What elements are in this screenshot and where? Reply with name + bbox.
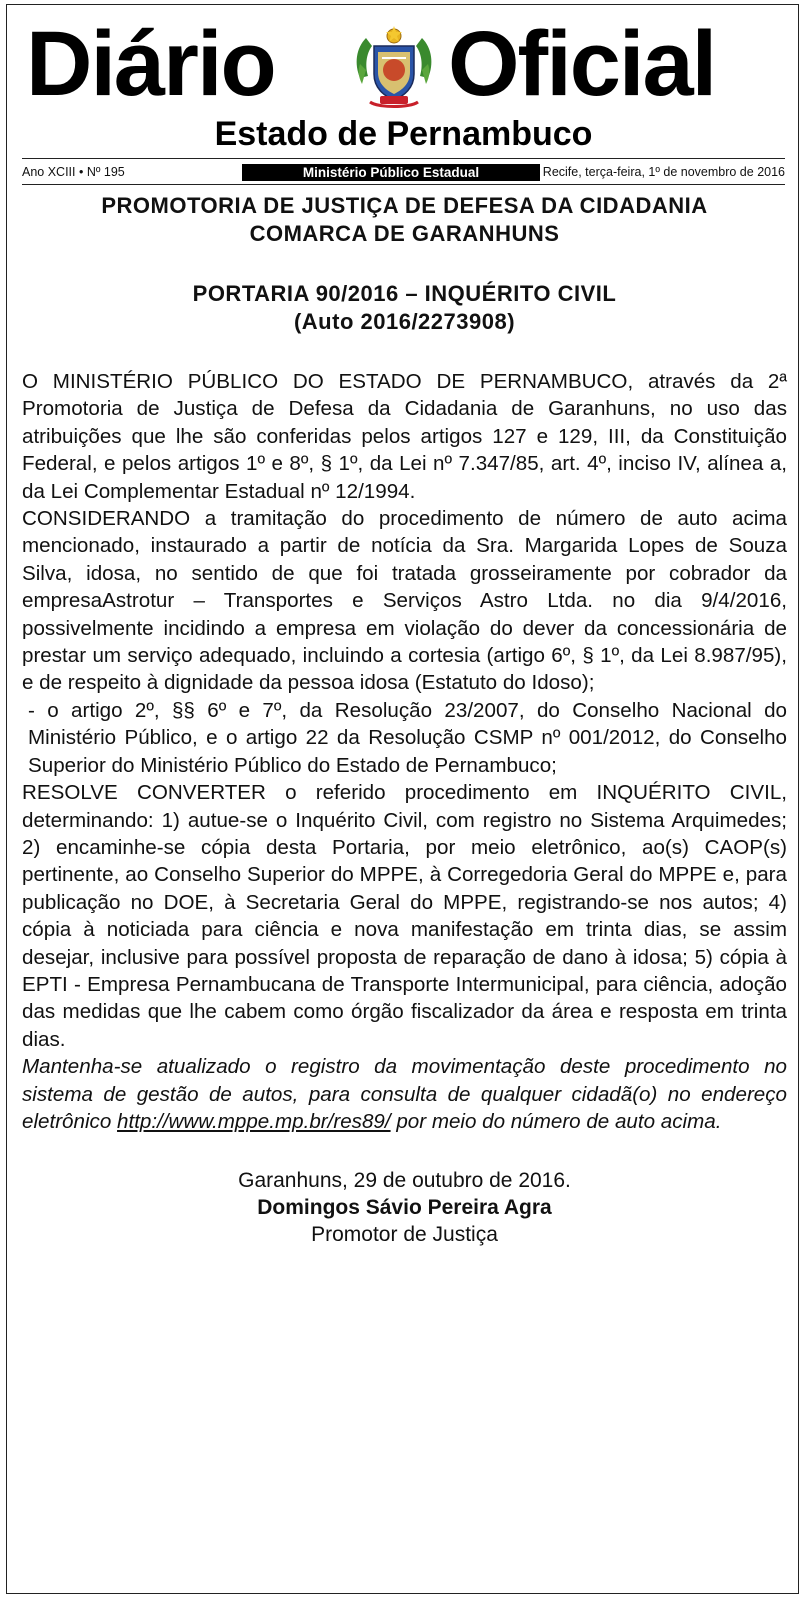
heading-office: PROMOTORIA DE JUSTIÇA DE DEFESA DA CIDADANIA (101, 193, 708, 218)
dateline: Recife, terça-feira, 1º de novembro de 2016 (542, 165, 785, 179)
mppe-res89-link[interactable]: http://www.mppe.mp.br/res89/ (117, 1109, 391, 1133)
masthead-title-right: Oficial (448, 13, 716, 115)
place-date: Garanhuns, 29 de outubro de 2016. (238, 1169, 571, 1193)
paragraph-legal-basis: - o artigo 2º, §§ 6º e 7º, da Resolução 23/2007, do Conselho Nacional do Ministério Público, e o artigo 22 da Resolução CSMP nº 001/2012, do Conselho Superior do Ministério Público do Estado de Pernambuco; (28, 698, 787, 777)
paragraph-considering: CONSIDERANDO a tramitação do procedimento de número de auto acima mencionado, instaurado a partir de notícia da Sra. Margarida Lopes de Souza Silva, idosa, no sentido de que foi tratada grosseiramente por cobrador da empresaAstrotur – Transportes e Serviços Astro Ltda. no dia 9/4/2016, possivelmente incidindo a empresa em violação do dever da concessionária de prestar um serviço adequado, incluindo a cortesia (artigo 6º, § 1º, da Lei 8.987/95), e de respeito à dignidade da pessoa idosa (Estatuto do Idoso); (22, 507, 787, 695)
masthead (0, 14, 807, 114)
document-content (22, 188, 787, 1248)
closing-text-before: Mantenha-se atualizado o registro da movimentação deste procedimento no sistema de gestão de autos, para consulta de qualquer cidadã(o) no endereço eletrônico (22, 1055, 787, 1133)
section-label: Ministério Público Estadual (242, 164, 540, 181)
issue-info-bar (22, 162, 785, 182)
paragraph-closing (22, 1053, 787, 1135)
masthead-title-left: Diário (26, 13, 275, 115)
masthead-subtitle: Estado de Pernambuco (214, 115, 593, 153)
heading-district: COMARCA DE GARANHUNS (249, 221, 560, 246)
document-body (22, 368, 787, 1135)
pernambuco-coat-of-arms-icon (352, 24, 436, 112)
heading-ordinance: PORTARIA 90/2016 – INQUÉRITO CIVIL (192, 281, 617, 306)
header-rule-bottom (22, 184, 785, 185)
signature-block (22, 1167, 787, 1248)
header-rule-top (22, 158, 785, 159)
paragraph-resolution: RESOLVE CONVERTER o referido procedimento em INQUÉRITO CIVIL, determinando: 1) autue-se o Inquérito Civil, com registro no Sistema Arquimedes; 2) encaminhe-se cópia desta Portaria, por meio eletrônico, ao(s) CAOP(s) pertinente, ao Conselho Superior do MPPE, à Corregedoria Geral do MPPE e, para publicação no DOE, à Secretaria Geral do MPPE, registrando-se nos autos; 4) cópia à noticiada para ciência e nova manifestação em trinta dias, se assim desejar, inclusive para possível proposta de reparação de dano à idosa; 5) cópia à EPTI - Empresa Pernambucana de Transporte Intermunicipal, para ciência, adoção das medidas que lhe cabem como órgão fiscalizador da área e resposta em trinta dias. (22, 781, 787, 1051)
signer-name: Domingos Sávio Pereira Agra (257, 1196, 552, 1220)
heading-case-number: (Auto 2016/2273908) (293, 309, 516, 334)
paragraph-preamble: O MINISTÉRIO PÚBLICO DO ESTADO DE PERNAMBUCO, através da 2ª Promotoria de Justiça de Defesa da Cidadania de Garanhuns, no uso das atribuições que lhe são conferidas pelos artigos 127 e 129, III, da Constituição Federal, e pelos artigos 1º e 8º, § 1º, da Lei nº 7.347/85, art. 4º, inciso IV, alínea a, da Lei Complementar Estadual nº 12/1994. (22, 370, 787, 503)
closing-text-after: por meio do número de auto acima. (396, 1109, 722, 1133)
edition-number: Ano XCIII • Nº 195 (22, 165, 125, 179)
signer-title: Promotor de Justiça (311, 1223, 498, 1247)
